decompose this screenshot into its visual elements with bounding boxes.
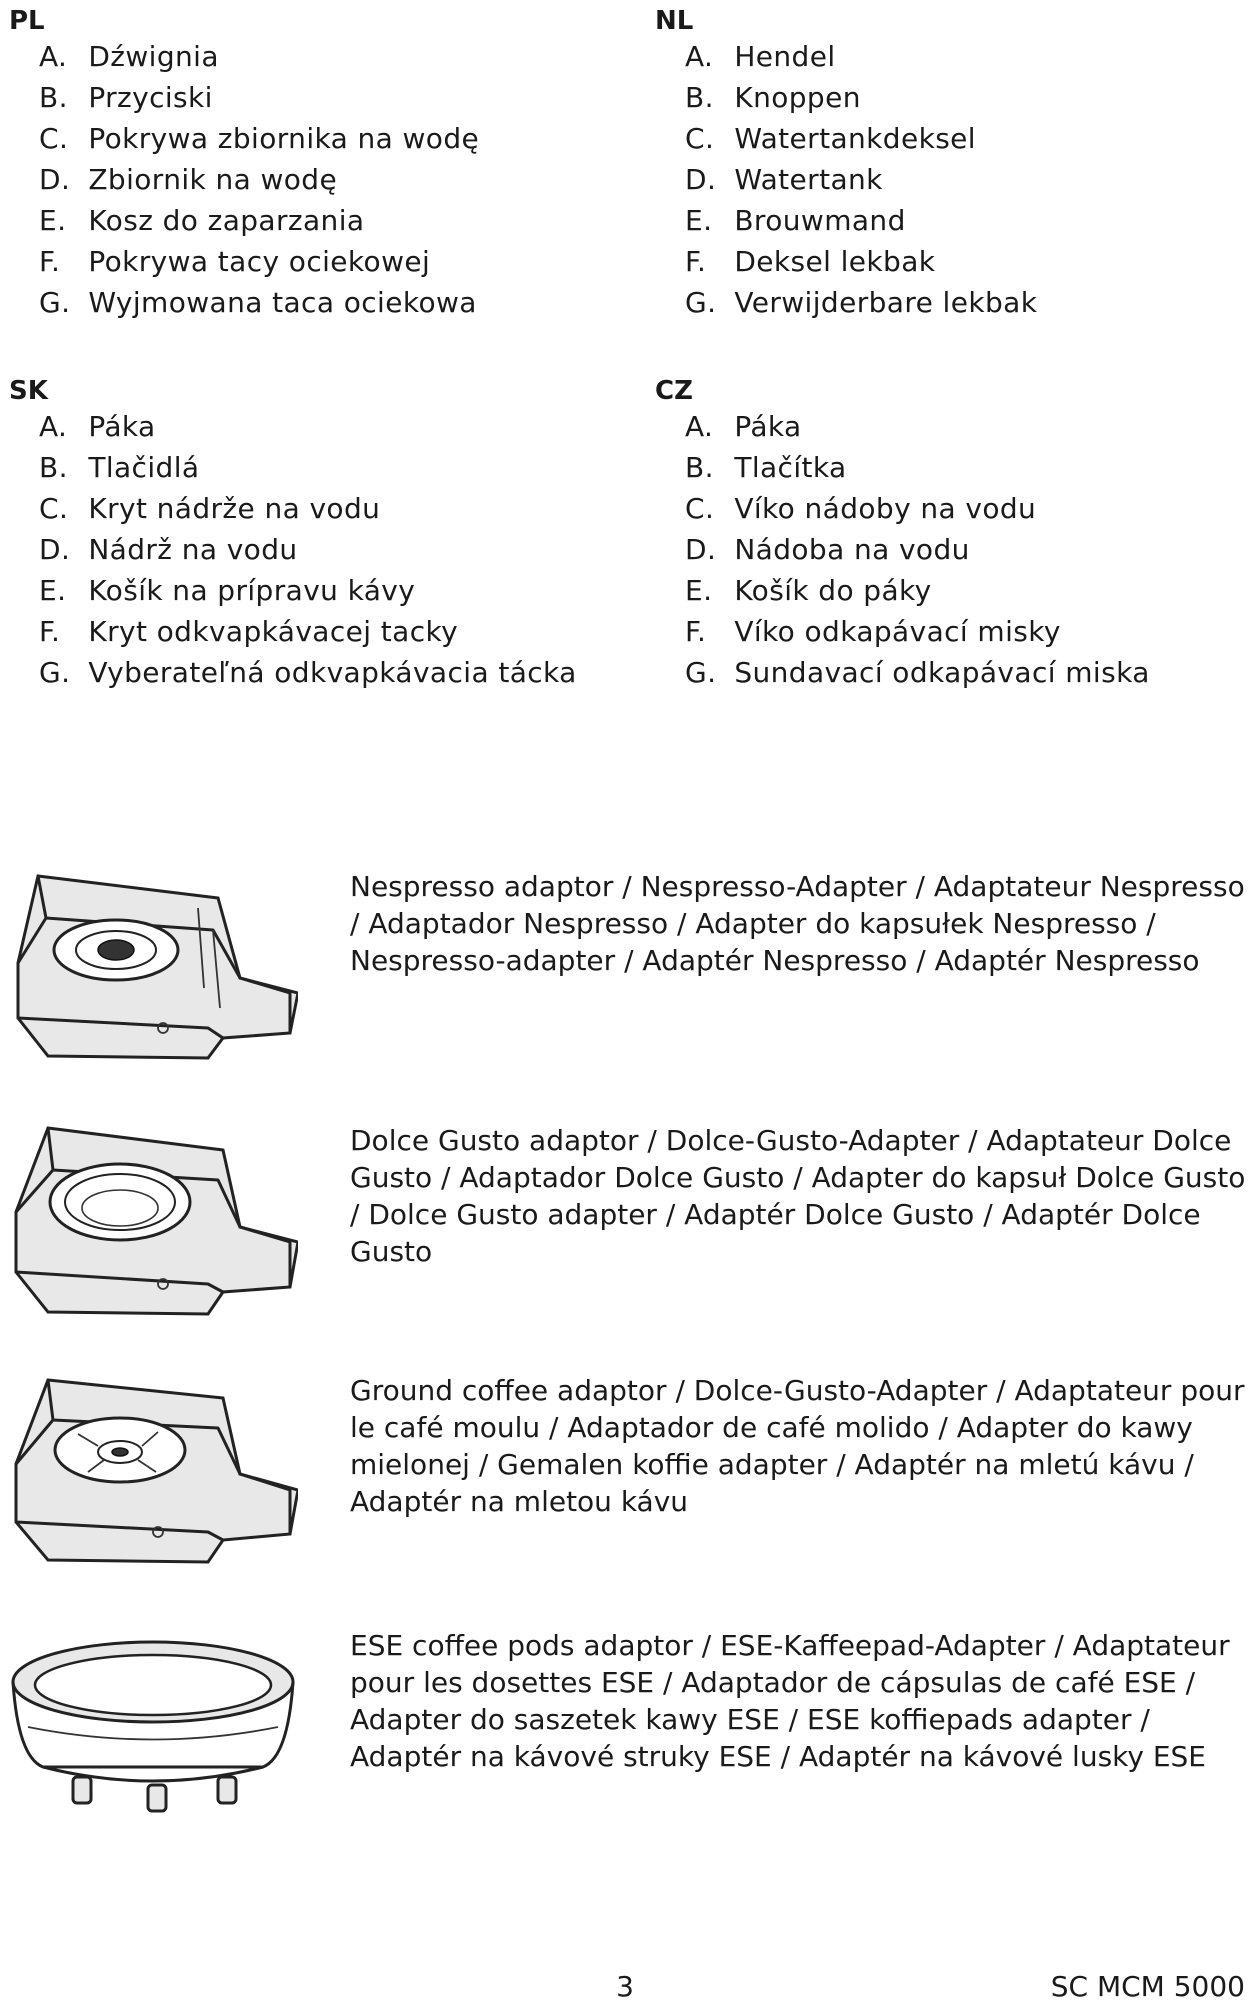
parts-list-sk bbox=[9, 376, 609, 693]
ground-coffee-adaptor-illustration bbox=[8, 1372, 298, 1572]
nespresso-adaptor-illustration bbox=[8, 868, 298, 1068]
adaptor-description: Dolce Gusto adaptor / Dolce-Gusto-Adapter / Adaptateur Dolce Gusto / Adaptador Dolce Gusto / Adapter do kapsuł Dolce Gusto / Dolce Gusto adapter / Adaptér Dolce Gusto / Adaptér Dolce Gusto bbox=[350, 1124, 1246, 1268]
part-item: A. Dźwignia bbox=[39, 40, 219, 73]
parts-list-nl bbox=[655, 6, 1255, 323]
part-item: C. Kryt nádrže na vodu bbox=[39, 492, 381, 525]
part-item: B. Tlačítka bbox=[685, 451, 847, 484]
part-item: D. Zbiornik na wodę bbox=[39, 163, 338, 196]
part-item: D. Nádoba na vodu bbox=[685, 533, 970, 566]
dolce-gusto-adaptor-illustration bbox=[8, 1122, 298, 1322]
parts-items bbox=[655, 406, 1255, 693]
part-item: F. Pokrywa tacy ociekowej bbox=[39, 245, 431, 278]
parts-items bbox=[9, 36, 609, 323]
part-item: E. Košík na prípravu kávy bbox=[39, 574, 416, 607]
part-item: F. Víko odkapávací misky bbox=[685, 615, 1061, 648]
part-item: C. Víko nádoby na vodu bbox=[685, 492, 1037, 525]
language-code: SK bbox=[9, 376, 48, 406]
ese-pods-adaptor-illustration bbox=[8, 1627, 298, 1827]
adaptor-description: Ground coffee adaptor / Dolce-Gusto-Adapter / Adaptateur pour le café moulu / Adaptador de café molido / Adapter do kawy mielonej / Gemalen koffie adapter / Adaptér na mletú kávu / Adaptér na mletou kávu bbox=[350, 1374, 1245, 1518]
adaptor-description: Nespresso adaptor / Nespresso-Adapter / Adaptateur Nespresso / Adaptador Nespresso / Adapter do kapsułek Nespresso / Nespresso-adapter / Adaptér Nespresso / Adaptér Nespresso bbox=[350, 870, 1245, 977]
parts-list-cz bbox=[655, 376, 1255, 693]
language-code: PL bbox=[9, 6, 45, 36]
part-item: A. Páka bbox=[39, 410, 156, 443]
model-number: SC MCM 5000 bbox=[1050, 1970, 1245, 2003]
part-item: G. Wyjmowana taca ociekowa bbox=[39, 286, 477, 319]
part-item: A. Hendel bbox=[685, 40, 836, 73]
part-item: G. Sundavací odkapávací miska bbox=[685, 656, 1150, 689]
adaptor-nespresso-section bbox=[8, 868, 1248, 1073]
language-code: CZ bbox=[655, 376, 693, 406]
part-item: D. Watertank bbox=[685, 163, 883, 196]
adaptor-dolce-gusto-section bbox=[8, 1122, 1248, 1327]
part-item: E. Kosz do zaparzania bbox=[39, 204, 365, 237]
adaptor-ese-section bbox=[8, 1627, 1248, 1832]
part-item: C. Watertankdeksel bbox=[685, 122, 976, 155]
part-item: B. Tlačidlá bbox=[39, 451, 200, 484]
part-item: E. Košík do páky bbox=[685, 574, 932, 607]
part-item: A. Páka bbox=[685, 410, 802, 443]
part-item: E. Brouwmand bbox=[685, 204, 906, 237]
part-item: C. Pokrywa zbiornika na wodę bbox=[39, 122, 480, 155]
language-code: NL bbox=[655, 6, 694, 36]
part-item: F. Deksel lekbak bbox=[685, 245, 936, 278]
parts-items bbox=[655, 36, 1255, 323]
part-item: B. Przyciski bbox=[39, 81, 213, 114]
part-item: F. Kryt odkvapkávacej tacky bbox=[39, 615, 459, 648]
adaptor-description: ESE coffee pods adaptor / ESE-Kaffeepad-Adapter / Adaptateur pour les dosettes ESE / Adaptador de cápsulas de café ESE / Adapter do saszetek kawy ESE / ESE koffiepads adapter / Adaptér na kávové struky ESE / Adaptér na kávové lusky ESE bbox=[350, 1629, 1230, 1773]
part-item: G. Verwijderbare lekbak bbox=[685, 286, 1038, 319]
part-item: G. Vyberateľná odkvapkávacia tácka bbox=[39, 656, 577, 689]
parts-list-pl bbox=[9, 6, 609, 323]
parts-items bbox=[9, 406, 609, 693]
page-number: 3 bbox=[616, 1970, 634, 2003]
part-item: B. Knoppen bbox=[685, 81, 861, 114]
adaptor-ground-coffee-section bbox=[8, 1372, 1248, 1577]
part-item: D. Nádrž na vodu bbox=[39, 533, 298, 566]
